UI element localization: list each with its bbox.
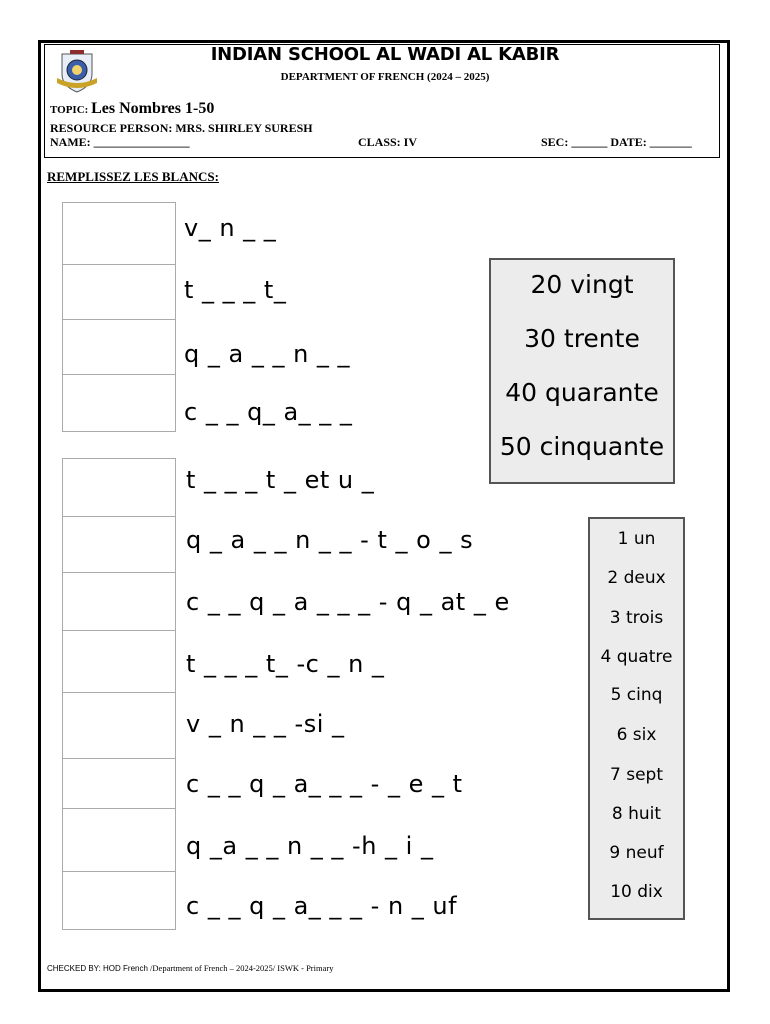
reference-item: 10 dix (610, 882, 663, 902)
reference-item: 8 huit (611, 804, 662, 824)
answer-box[interactable] (63, 631, 175, 693)
word-blank: q _ a _ _ n _ _ - t _ o _ s (186, 526, 474, 554)
word-blank: t _ _ _ t _ et u _ (186, 466, 375, 494)
sec-date-field: SEC: ______ DATE: _______ (541, 135, 692, 149)
answer-box[interactable] (63, 320, 175, 375)
name-field: NAME: ________________ (50, 135, 190, 149)
reference-item: 9 neuf (609, 843, 664, 863)
reference-item: 20 vingt (530, 270, 634, 299)
answer-boxes-group1 (62, 202, 176, 432)
topic-label: TOPIC: (50, 104, 89, 116)
reference-item: 50 cinquante (499, 432, 665, 461)
footer-checked-by: CHECKED BY: HOD French (47, 964, 148, 973)
department-title: DEPARTMENT OF FRENCH (2024 – 2025) (280, 71, 490, 83)
class-field: CLASS: IV (358, 135, 418, 149)
word-blank: v_ n _ _ (184, 214, 277, 242)
resource-person: RESOURCE PERSON: MRS. SHIRLEY SURESH (50, 121, 313, 135)
answer-box[interactable] (63, 459, 175, 517)
answer-box[interactable] (63, 375, 175, 431)
answer-box[interactable] (63, 517, 175, 573)
topic-line (50, 100, 214, 118)
student-info-row (50, 135, 720, 151)
word-blank: c _ _ q _ a_ _ _ - n _ uf (186, 892, 458, 920)
answer-box[interactable] (63, 809, 175, 872)
answer-box[interactable] (63, 573, 175, 631)
reference-item: 3 trois (609, 608, 664, 628)
reference-item: 4 quatre (600, 647, 673, 667)
footer-rest: /Department of French – 2024-2025/ ISWK - Primary (147, 963, 334, 973)
word-blank: v _ n _ _ -si _ (186, 710, 345, 738)
topic-value: Les Nombres 1-50 (91, 100, 215, 117)
reference-item: 1 un (617, 529, 656, 549)
reference-item: 7 sept (610, 765, 663, 785)
answer-box[interactable] (63, 759, 175, 809)
answer-box[interactable] (63, 872, 175, 929)
word-blank: c _ _ q _ a _ _ _ - q _ at _ e (186, 588, 510, 616)
word-blank: c _ _ q _ a_ _ _ - _ e _ t (186, 770, 463, 798)
answer-box[interactable] (63, 693, 175, 759)
word-blank: c _ _ q_ a_ _ _ (184, 398, 353, 426)
units-reference-box (588, 517, 685, 920)
answer-boxes-group2 (62, 458, 176, 930)
answer-box[interactable] (63, 265, 175, 320)
reference-item: 5 cinq (610, 685, 663, 705)
instruction-heading: REMPLISSEZ LES BLANCS: (47, 169, 219, 184)
word-blank: q _a _ _ n _ _ -h _ i _ (186, 832, 434, 860)
tens-reference-box (489, 258, 675, 484)
reference-item: 2 deux (607, 568, 666, 588)
answer-box[interactable] (63, 203, 175, 265)
school-name: INDIAN SCHOOL AL WADI AL KABIR (210, 44, 560, 65)
word-blank: t _ _ _ t_ -c _ n _ (186, 650, 385, 678)
reference-item: 30 trente (524, 324, 640, 353)
word-blank: q _ a _ _ n _ _ (184, 340, 351, 368)
reference-item: 6 six (616, 725, 657, 745)
word-blank: t _ _ _ t_ (184, 276, 287, 304)
footer-note (47, 963, 333, 973)
reference-item: 40 quarante (505, 378, 659, 407)
